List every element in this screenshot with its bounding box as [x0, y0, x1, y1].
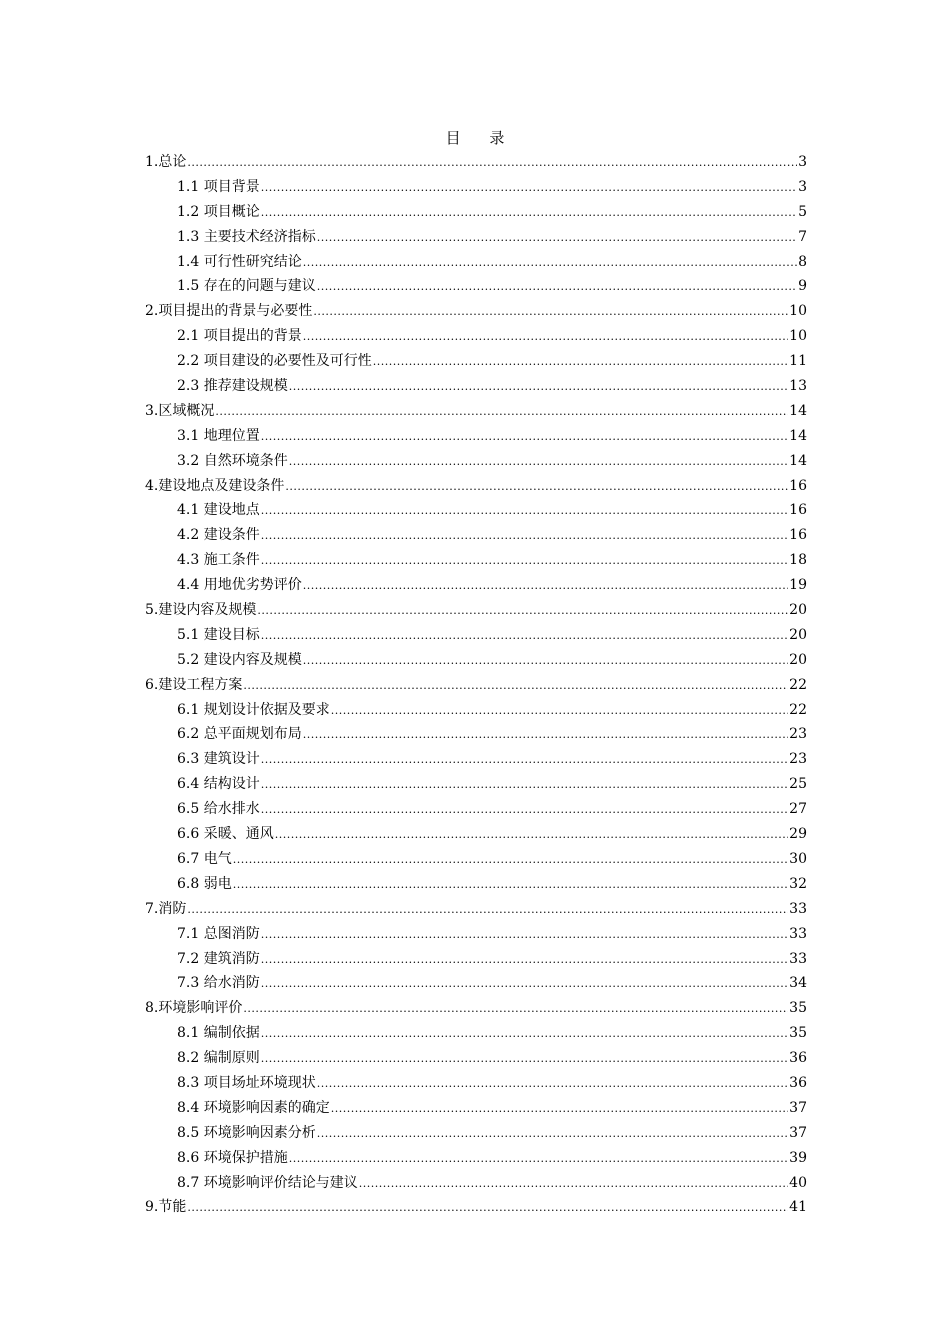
toc-entry[interactable] [145, 899, 807, 924]
toc-entry-page-number: 9 [798, 278, 807, 295]
toc-dot-leader [303, 651, 788, 671]
toc-entry-page-number: 23 [789, 751, 807, 768]
toc-entry-label: 6.7 电气 [177, 850, 232, 867]
toc-entry[interactable] [145, 575, 807, 600]
toc-entry-page-number: 16 [789, 502, 807, 519]
toc-entry-label: 6.2 总平面规划布局 [177, 726, 302, 743]
toc-dot-leader [261, 950, 788, 970]
toc-entry-page-number: 13 [789, 378, 807, 395]
toc-entry[interactable] [145, 276, 807, 301]
toc-entry[interactable] [145, 824, 807, 849]
toc-entry[interactable] [145, 949, 807, 974]
toc-entry[interactable] [145, 525, 807, 550]
toc-entry[interactable] [145, 500, 807, 525]
toc-dot-leader [331, 701, 788, 721]
toc-dot-leader [359, 1174, 788, 1194]
toc-dot-leader [261, 178, 797, 198]
toc-entry-page-number: 3 [798, 178, 807, 195]
toc-dot-leader [261, 1024, 788, 1044]
toc-entry-label: 1.4 可行性研究结论 [177, 253, 302, 270]
toc-entry-page-number: 29 [789, 826, 807, 843]
toc-entry[interactable] [145, 1048, 807, 1073]
toc-entry[interactable] [145, 600, 807, 625]
toc-dot-leader [233, 875, 788, 895]
toc-dot-leader [289, 1149, 788, 1169]
toc-entry-label: 8.3 项目场址环境现状 [177, 1074, 316, 1091]
toc-entry[interactable] [145, 301, 807, 326]
toc-entry[interactable] [145, 998, 807, 1023]
toc-dot-leader [261, 775, 788, 795]
toc-dot-leader [261, 800, 788, 820]
table-of-contents [145, 152, 807, 1222]
toc-entry[interactable] [145, 625, 807, 650]
toc-entry-label: 5.建设内容及规模 [145, 602, 257, 619]
toc-entry-page-number: 10 [789, 328, 807, 345]
toc-entry[interactable] [145, 351, 807, 376]
toc-entry-label: 8.6 环境保护措施 [177, 1149, 288, 1166]
toc-entry-page-number: 37 [789, 1124, 807, 1141]
toc-entry[interactable] [145, 202, 807, 227]
toc-dot-leader [261, 925, 788, 945]
toc-entry-label: 8.环境影响评价 [145, 1000, 243, 1017]
toc-entry-label: 6.3 建筑设计 [177, 751, 260, 768]
toc-entry-label: 8.7 环境影响评价结论与建议 [177, 1174, 358, 1191]
toc-dot-leader [285, 477, 788, 497]
toc-dot-leader [233, 850, 788, 870]
toc-entry[interactable] [145, 376, 807, 401]
toc-entry-label: 7.2 建筑消防 [177, 950, 260, 967]
toc-entry[interactable] [145, 401, 807, 426]
toc-dot-leader [261, 203, 797, 223]
toc-entry-page-number: 25 [789, 776, 807, 793]
toc-entry-label: 6.1 规划设计依据及要求 [177, 701, 330, 718]
toc-entry-label: 4.1 建设地点 [177, 502, 260, 519]
toc-dot-leader [261, 501, 788, 521]
toc-dot-leader [303, 725, 788, 745]
toc-entry[interactable] [145, 650, 807, 675]
toc-entry-page-number: 14 [789, 452, 807, 469]
toc-entry-page-number: 40 [789, 1174, 807, 1191]
toc-entry-page-number: 16 [789, 477, 807, 494]
toc-dot-leader [261, 427, 788, 447]
toc-entry-page-number: 10 [789, 303, 807, 320]
toc-entry-page-number: 34 [789, 975, 807, 992]
toc-entry-page-number: 19 [789, 577, 807, 594]
toc-dot-leader [261, 551, 788, 571]
toc-entry-label: 3.区域概况 [145, 402, 215, 419]
toc-entry-label: 1.2 项目概论 [177, 203, 260, 220]
toc-dot-leader [317, 277, 797, 297]
toc-entry-page-number: 16 [789, 527, 807, 544]
toc-entry-label: 2.3 推荐建设规模 [177, 378, 288, 395]
toc-dot-leader [303, 327, 788, 347]
toc-entry-page-number: 32 [789, 875, 807, 892]
toc-entry[interactable] [145, 700, 807, 725]
toc-entry-page-number: 14 [789, 402, 807, 419]
toc-entry[interactable] [145, 1148, 807, 1173]
toc-entry-label: 8.4 环境影响因素的确定 [177, 1099, 330, 1116]
toc-entry-page-number: 36 [789, 1074, 807, 1091]
toc-dot-leader [289, 377, 788, 397]
toc-entry-page-number: 33 [789, 925, 807, 942]
toc-entry-label: 7.1 总图消防 [177, 925, 260, 942]
toc-dot-leader [261, 1049, 788, 1069]
toc-dot-leader [243, 999, 788, 1019]
toc-entry-label: 8.5 环境影响因素分析 [177, 1124, 316, 1141]
toc-dot-leader [313, 302, 788, 322]
toc-entry-label: 3.2 自然环境条件 [177, 452, 288, 469]
toc-entry[interactable] [145, 426, 807, 451]
toc-dot-leader [261, 526, 788, 546]
toc-entry[interactable] [145, 774, 807, 799]
toc-entry[interactable] [145, 1023, 807, 1048]
toc-entry[interactable] [145, 1197, 807, 1222]
toc-entry-label: 4.2 建设条件 [177, 527, 260, 544]
toc-entry-label: 6.5 给水排水 [177, 801, 260, 818]
toc-dot-leader [215, 402, 788, 422]
toc-entry[interactable] [145, 451, 807, 476]
toc-entry-page-number: 8 [798, 253, 807, 270]
toc-entry-page-number: 35 [789, 1000, 807, 1017]
toc-entry[interactable] [145, 724, 807, 749]
toc-entry-page-number: 33 [789, 950, 807, 967]
toc-entry-label: 8.1 编制依据 [177, 1025, 260, 1042]
toc-entry[interactable] [145, 177, 807, 202]
toc-entry-page-number: 39 [789, 1149, 807, 1166]
toc-dot-leader [275, 825, 788, 845]
toc-entry-page-number: 20 [789, 626, 807, 643]
toc-dot-leader [243, 676, 788, 696]
toc-entry[interactable] [145, 1173, 807, 1198]
toc-entry[interactable] [145, 749, 807, 774]
toc-entry[interactable] [145, 924, 807, 949]
toc-dot-leader [331, 1099, 788, 1119]
toc-entry-page-number: 23 [789, 726, 807, 743]
toc-entry[interactable] [145, 973, 807, 998]
toc-entry[interactable] [145, 799, 807, 824]
toc-entry[interactable] [145, 1098, 807, 1123]
toc-entry[interactable] [145, 152, 807, 177]
toc-entry-page-number: 20 [789, 651, 807, 668]
toc-dot-leader [303, 253, 797, 273]
toc-entry-label: 1.1 项目背景 [177, 178, 260, 195]
toc-dot-leader [289, 452, 788, 472]
toc-entry-page-number: 22 [789, 701, 807, 718]
toc-entry-page-number: 36 [789, 1050, 807, 1067]
toc-entry-label: 5.2 建设内容及规模 [177, 651, 302, 668]
toc-entry[interactable] [145, 675, 807, 700]
toc-entry[interactable] [145, 227, 807, 252]
toc-entry-page-number: 7 [798, 228, 807, 245]
toc-entry-page-number: 33 [789, 900, 807, 917]
toc-entry-label: 6.4 结构设计 [177, 776, 260, 793]
toc-entry-label: 4.3 施工条件 [177, 552, 260, 569]
toc-title: 目 录 [445, 129, 517, 147]
toc-dot-leader [257, 601, 788, 621]
toc-dot-leader [317, 228, 797, 248]
toc-dot-leader [187, 153, 797, 173]
toc-entry[interactable] [145, 252, 807, 277]
toc-entry-label: 2.2 项目建设的必要性及可行性 [177, 353, 372, 370]
toc-entry-page-number: 11 [789, 353, 807, 370]
toc-entry-label: 4.4 用地优劣势评价 [177, 577, 302, 594]
toc-entry-label: 1.5 存在的问题与建议 [177, 278, 316, 295]
toc-dot-leader [261, 750, 788, 770]
toc-dot-leader [187, 1198, 788, 1218]
toc-dot-leader [317, 1124, 788, 1144]
toc-entry-page-number: 20 [789, 602, 807, 619]
toc-entry-label: 8.2 编制原则 [177, 1050, 260, 1067]
toc-entry-label: 6.6 采暖、通风 [177, 826, 274, 843]
toc-entry[interactable] [145, 874, 807, 899]
toc-dot-leader [261, 626, 788, 646]
toc-entry[interactable] [145, 550, 807, 575]
toc-entry-label: 7.3 给水消防 [177, 975, 260, 992]
toc-dot-leader [373, 352, 788, 372]
toc-entry-label: 1.总论 [145, 154, 187, 170]
toc-entry-label: 2.1 项目提出的背景 [177, 328, 302, 345]
toc-entry-label: 4.建设地点及建设条件 [145, 477, 285, 494]
toc-entry-label: 2.项目提出的背景与必要性 [145, 303, 313, 320]
toc-entry-page-number: 30 [789, 850, 807, 867]
toc-entry[interactable] [145, 326, 807, 351]
toc-entry-label: 9.节能 [145, 1199, 187, 1216]
toc-entry[interactable] [145, 1123, 807, 1148]
toc-dot-leader [303, 576, 788, 596]
toc-entry-label: 6.8 弱电 [177, 875, 232, 892]
toc-entry-label: 3.1 地理位置 [177, 427, 260, 444]
toc-entry-page-number: 35 [789, 1025, 807, 1042]
toc-entry-page-number: 14 [789, 427, 807, 444]
toc-entry-label: 1.3 主要技术经济指标 [177, 228, 316, 245]
toc-entry[interactable] [145, 476, 807, 501]
toc-entry-page-number: 3 [798, 154, 807, 170]
toc-entry-page-number: 41 [789, 1199, 807, 1216]
toc-entry[interactable] [145, 849, 807, 874]
toc-entry-label: 7.消防 [145, 900, 187, 917]
toc-entry-page-number: 18 [789, 552, 807, 569]
toc-entry-label: 5.1 建设目标 [177, 626, 260, 643]
toc-dot-leader [261, 974, 788, 994]
toc-entry-page-number: 22 [789, 676, 807, 693]
toc-dot-leader [317, 1074, 788, 1094]
toc-entry-page-number: 27 [789, 801, 807, 818]
toc-entry[interactable] [145, 1073, 807, 1098]
toc-entry-page-number: 37 [789, 1099, 807, 1116]
toc-entry-page-number: 5 [798, 203, 807, 220]
toc-dot-leader [187, 900, 788, 920]
toc-entry-label: 6.建设工程方案 [145, 676, 243, 693]
